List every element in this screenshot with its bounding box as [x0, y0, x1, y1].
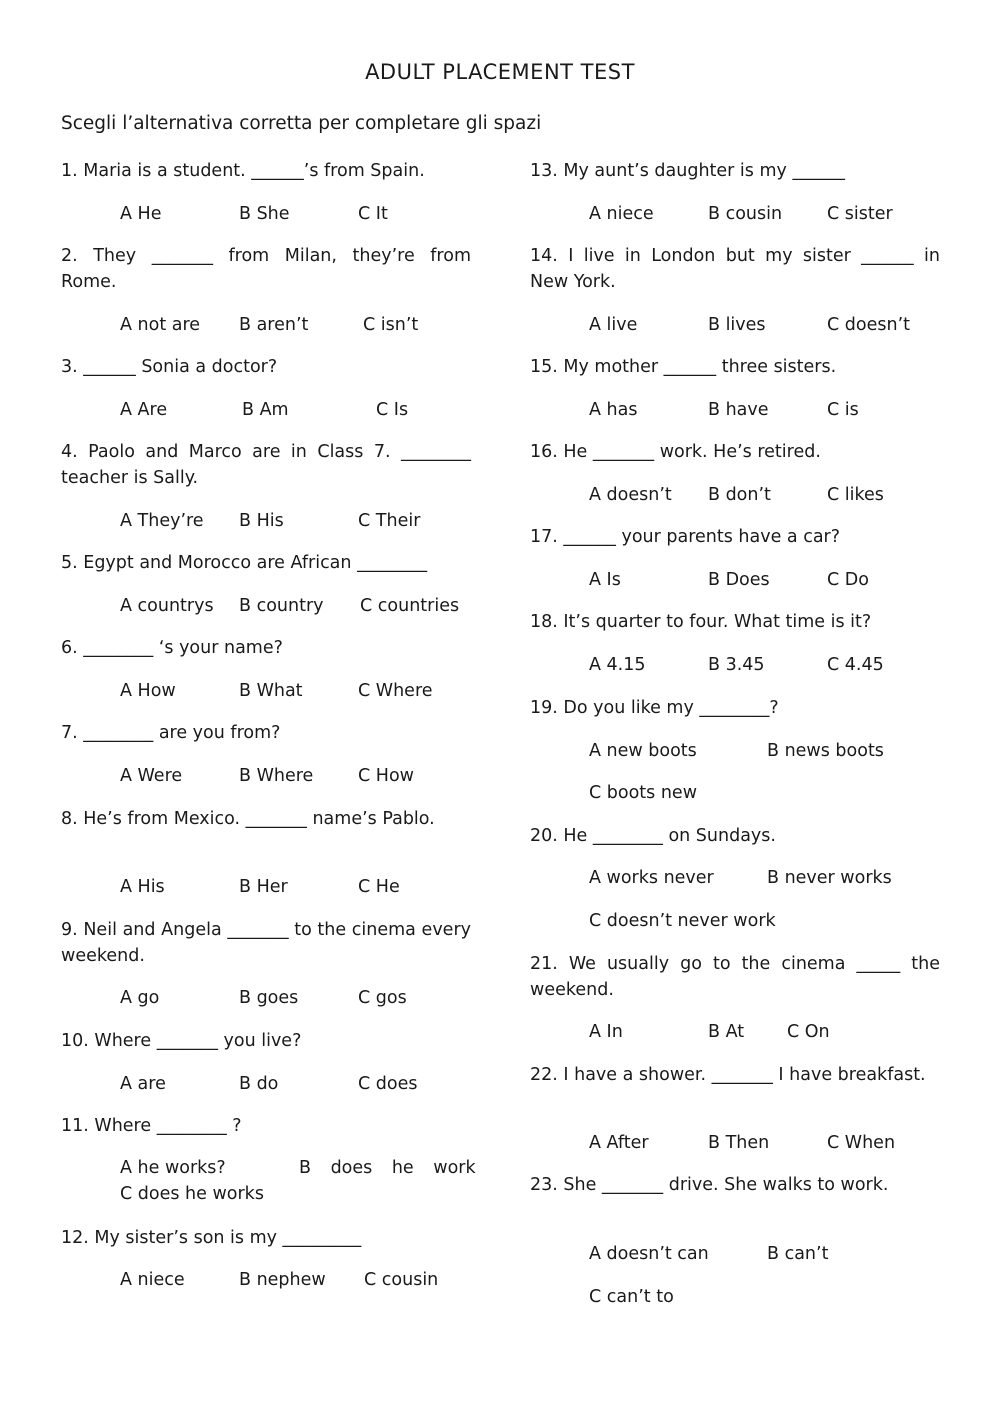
option-23-c[interactable]: C can’t to: [589, 1287, 674, 1307]
option-14-c[interactable]: C doesn’t: [827, 315, 910, 335]
question-4: 4. Paolo and Marco are in Class 7. ________ teacher is Sally.: [61, 442, 471, 488]
option-7-a[interactable]: A Were: [120, 766, 183, 786]
option-23-a[interactable]: A doesn’t can: [589, 1244, 709, 1264]
option-17-c[interactable]: C Do: [827, 570, 869, 590]
option-4-a[interactable]: A They’re: [120, 511, 204, 531]
option-8-c[interactable]: C He: [358, 877, 400, 897]
option-7-c[interactable]: C How: [358, 766, 414, 786]
question-17: 17. ______ your parents have a car?: [530, 527, 841, 547]
option-4-c[interactable]: C Their: [358, 511, 421, 531]
option-13-b[interactable]: B cousin: [708, 204, 783, 224]
option-15-a[interactable]: A has: [589, 400, 638, 420]
question-13: 13. My aunt’s daughter is my ______: [530, 161, 845, 181]
question-16: 16. He _______ work. He’s retired.: [530, 442, 821, 462]
question-2: 2. They _______ from Milan, they’re from Rome.: [61, 246, 471, 292]
instructions: Scegli l’alternativa corretta per completare gli spazi: [61, 113, 542, 134]
option-21-a[interactable]: A In: [589, 1022, 623, 1042]
page-title: ADULT PLACEMENT TEST: [365, 60, 635, 84]
question-3: 3. ______ Sonia a doctor?: [61, 357, 278, 377]
option-22-a[interactable]: A After: [589, 1133, 649, 1153]
option-6-c[interactable]: C Where: [358, 681, 433, 701]
option-2-b[interactable]: B aren’t: [239, 315, 309, 335]
option-17-b[interactable]: B Does: [708, 570, 770, 590]
question-5: 5. Egypt and Morocco are African ________: [61, 553, 428, 573]
option-9-c[interactable]: C gos: [358, 988, 407, 1008]
option-8-b[interactable]: B Her: [239, 877, 288, 897]
option-5-a[interactable]: A countrys: [120, 596, 214, 616]
option-3-a[interactable]: A Are: [120, 400, 168, 420]
option-20-c[interactable]: C doesn’t never work: [589, 911, 776, 931]
option-21-b[interactable]: B At: [708, 1022, 745, 1042]
question-14: 14. I live in London but my sister ______ in New York.: [530, 246, 940, 292]
option-6-a[interactable]: A How: [120, 681, 176, 701]
question-8: 8. He’s from Mexico. _______ name’s Pablo.: [61, 809, 435, 829]
question-18: 18. It’s quarter to four. What time is it?: [530, 612, 872, 632]
option-12-a[interactable]: A niece: [120, 1270, 185, 1290]
option-13-c[interactable]: C sister: [827, 204, 893, 224]
question-15: 15. My mother ______ three sisters.: [530, 357, 837, 377]
option-3-b[interactable]: B Am: [242, 400, 289, 420]
option-11-c[interactable]: C does he works: [120, 1184, 264, 1204]
question-1: 1. Maria is a student. ______’s from Spain.: [61, 161, 425, 181]
option-8-a[interactable]: A His: [120, 877, 165, 897]
option-12-b[interactable]: B nephew: [239, 1270, 326, 1290]
option-9-b[interactable]: B goes: [239, 988, 299, 1008]
option-19-c[interactable]: C boots new: [589, 783, 698, 803]
question-9: 9. Neil and Angela _______ to the cinema every weekend.: [61, 920, 471, 966]
option-18-a[interactable]: A 4.15: [589, 655, 646, 675]
option-16-a[interactable]: A doesn’t: [589, 485, 672, 505]
option-1-c[interactable]: C It: [358, 204, 388, 224]
option-2-c[interactable]: C isn’t: [363, 315, 419, 335]
option-20-a[interactable]: A works never: [589, 868, 714, 888]
option-23-b[interactable]: B can’t: [767, 1244, 829, 1264]
question-23: 23. She _______ drive. She walks to work.: [530, 1175, 889, 1195]
option-5-b[interactable]: B country: [239, 596, 324, 616]
option-14-a[interactable]: A live: [589, 315, 638, 335]
option-18-b[interactable]: B 3.45: [708, 655, 765, 675]
option-10-c[interactable]: C does: [358, 1074, 418, 1094]
question-20: 20. He ________ on Sundays.: [530, 826, 776, 846]
option-1-b[interactable]: B She: [239, 204, 290, 224]
option-22-c[interactable]: C When: [827, 1133, 896, 1153]
question-12: 12. My sister’s son is my _________: [61, 1228, 362, 1248]
option-3-c[interactable]: C Is: [376, 400, 409, 420]
option-15-c[interactable]: C is: [827, 400, 859, 420]
option-15-b[interactable]: B have: [708, 400, 769, 420]
question-7: 7. ________ are you from?: [61, 723, 281, 743]
option-13-a[interactable]: A niece: [589, 204, 654, 224]
question-6: 6. ________ ‘s your name?: [61, 638, 283, 658]
option-14-b[interactable]: B lives: [708, 315, 766, 335]
option-19-a[interactable]: A new boots: [589, 741, 697, 761]
option-2-a[interactable]: A not are: [120, 315, 201, 335]
option-12-c[interactable]: C cousin: [364, 1270, 439, 1290]
option-22-b[interactable]: B Then: [708, 1133, 770, 1153]
option-5-c[interactable]: C countries: [360, 596, 460, 616]
question-19: 19. Do you like my ________?: [530, 698, 779, 718]
question-22: 22. I have a shower. _______ I have breakfast.: [530, 1065, 926, 1085]
option-10-a[interactable]: A are: [120, 1074, 166, 1094]
option-7-b[interactable]: B Where: [239, 766, 314, 786]
option-1-a[interactable]: A He: [120, 204, 162, 224]
option-11-a[interactable]: A he works?: [120, 1158, 226, 1178]
question-11: 11. Where ________ ?: [61, 1116, 242, 1136]
option-21-c[interactable]: C On: [787, 1022, 830, 1042]
option-6-b[interactable]: B What: [239, 681, 303, 701]
option-19-b[interactable]: B news boots: [767, 741, 884, 761]
option-11-b[interactable]: B does he work: [299, 1158, 476, 1178]
question-21: 21. We usually go to the cinema _____ the weekend.: [530, 954, 940, 1000]
option-20-b[interactable]: B never works: [767, 868, 892, 888]
option-18-c[interactable]: C 4.45: [827, 655, 884, 675]
option-17-a[interactable]: A Is: [589, 570, 621, 590]
option-9-a[interactable]: A go: [120, 988, 160, 1008]
option-4-b[interactable]: B His: [239, 511, 284, 531]
option-16-b[interactable]: B don’t: [708, 485, 771, 505]
option-16-c[interactable]: C likes: [827, 485, 884, 505]
question-10: 10. Where _______ you live?: [61, 1031, 302, 1051]
option-10-b[interactable]: B do: [239, 1074, 279, 1094]
